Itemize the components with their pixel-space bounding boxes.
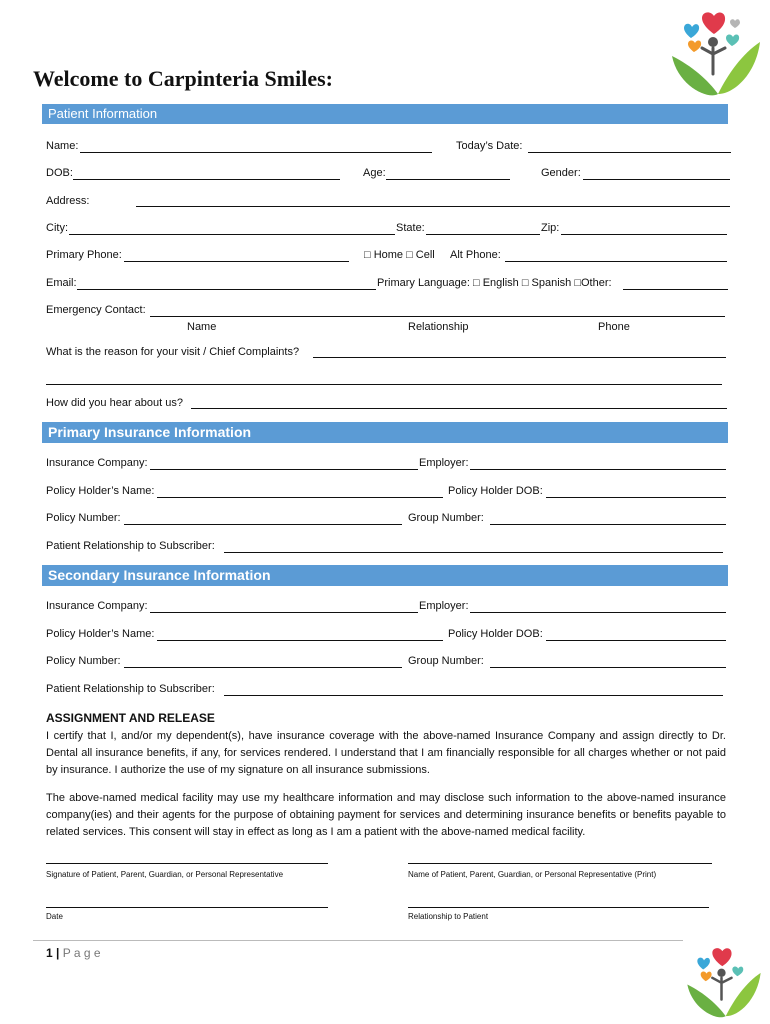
assignment-heading: ASSIGNMENT AND RELEASE bbox=[46, 711, 215, 725]
secondary-policy-number-field[interactable] bbox=[124, 667, 402, 668]
assignment-paragraph-1: I certify that I, and/or my dependent(s), have insurance coverage with the above-named Insurance Company and assign directly to Dr. Dental all insurance benefits, if any, for services rendered. I understand that I am financially responsible for all charges whether or not paid by insurance. I authorize the use of my signature on all insurance submissions. bbox=[46, 730, 726, 776]
name-field[interactable] bbox=[80, 152, 432, 153]
signature-field[interactable] bbox=[46, 863, 328, 864]
primary-group-number-label: Group Number: bbox=[408, 512, 484, 524]
email-field[interactable] bbox=[77, 289, 376, 290]
secondary-relationship-label: Patient Relationship to Subscriber: bbox=[46, 683, 215, 695]
logo-footer-heart-blue bbox=[697, 958, 710, 970]
secondary-insurance-header: Secondary Insurance Information bbox=[42, 565, 728, 586]
dob-field[interactable] bbox=[73, 179, 340, 180]
state-field[interactable] bbox=[426, 234, 540, 235]
secondary-employer-field[interactable] bbox=[470, 612, 726, 613]
emergency-name-caption: Name bbox=[187, 321, 217, 333]
assignment-paragraph-2: The above-named medical facility may use my healthcare information and may disclose such information to the above-named insurance company(ies) and their agents for the purpose of obtaining payment for services and determining insurance benefits or benefits payable to related services. This consent will stay in effect as long as I am a patient with the above-named medical facility. bbox=[46, 792, 726, 838]
primary-language-options[interactable]: Primary Language: □ English □ Spanish □Other: bbox=[377, 277, 612, 289]
reason-label: What is the reason for your visit / Chief Complaints? bbox=[46, 346, 300, 358]
other-language-field[interactable] bbox=[623, 289, 728, 290]
carpinteria-smiles-logo bbox=[668, 8, 764, 98]
logo-footer-heart-orange bbox=[701, 972, 712, 982]
name-label: Name: bbox=[46, 140, 79, 152]
secondary-policy-number-label: Policy Number: bbox=[46, 655, 121, 667]
logo-footer-heart-teal bbox=[732, 967, 743, 977]
secondary-group-number-field[interactable] bbox=[490, 667, 726, 668]
footer-divider bbox=[33, 940, 683, 941]
primary-relationship-label: Patient Relationship to Subscriber: bbox=[46, 540, 215, 552]
secondary-employer-label: Employer: bbox=[419, 600, 469, 612]
carpinteria-smiles-logo-footer bbox=[684, 944, 764, 1020]
emergency-relationship-caption: Relationship bbox=[408, 321, 469, 333]
logo-green-leaf-left bbox=[672, 56, 718, 95]
alt-phone-label: Alt Phone: bbox=[450, 249, 501, 261]
dob-label: DOB: bbox=[46, 167, 73, 179]
logo-footer-figure-head bbox=[717, 969, 725, 977]
emergency-contact-label: Emergency Contact: bbox=[46, 304, 146, 316]
hear-about-us-label: How did you hear about us? bbox=[46, 397, 183, 409]
page-title: Welcome to Carpinteria Smiles: bbox=[33, 66, 333, 91]
reason-field-line-2[interactable] bbox=[46, 384, 722, 385]
primary-employer-label: Employer: bbox=[419, 457, 469, 469]
hear-about-us-field[interactable] bbox=[191, 408, 727, 409]
relationship-to-patient-field[interactable] bbox=[408, 907, 709, 908]
gender-label: Gender: bbox=[541, 167, 581, 179]
emergency-phone-caption: Phone bbox=[598, 321, 630, 333]
primary-relationship-field[interactable] bbox=[224, 552, 723, 553]
primary-employer-field[interactable] bbox=[470, 469, 726, 470]
secondary-group-number-label: Group Number: bbox=[408, 655, 484, 667]
primary-holder-dob-label: Policy Holder DOB: bbox=[448, 485, 543, 497]
signature-caption: Signature of Patient, Parent, Guardian, or Personal Representative bbox=[46, 870, 284, 879]
email-label: Email: bbox=[46, 277, 77, 289]
address-label: Address: bbox=[46, 195, 90, 207]
age-field[interactable] bbox=[386, 179, 510, 180]
logo-heart-red bbox=[702, 12, 725, 34]
primary-policy-holder-label: Policy Holder’s Name: bbox=[46, 485, 155, 497]
page-number-value: 1 bbox=[46, 946, 53, 960]
primary-policy-number-field[interactable] bbox=[124, 524, 402, 525]
todays-date-field[interactable] bbox=[528, 152, 731, 153]
printed-name-field[interactable] bbox=[408, 863, 712, 864]
logo-footer-heart-red bbox=[712, 948, 731, 966]
secondary-holder-dob-label: Policy Holder DOB: bbox=[448, 628, 543, 640]
logo-heart-orange bbox=[688, 40, 701, 52]
secondary-insurance-company-label: Insurance Company: bbox=[46, 600, 148, 612]
logo-heart-gray bbox=[730, 19, 740, 28]
primary-group-number-field[interactable] bbox=[490, 524, 726, 525]
logo-footer-figure-body bbox=[712, 978, 731, 1000]
secondary-insurance-company-field[interactable] bbox=[150, 612, 418, 613]
secondary-policy-holder-label: Policy Holder’s Name: bbox=[46, 628, 155, 640]
alt-phone-field[interactable] bbox=[505, 261, 727, 262]
primary-holder-dob-field[interactable] bbox=[546, 497, 726, 498]
state-label: State: bbox=[396, 222, 425, 234]
page-number bbox=[46, 946, 101, 960]
logo-footer-green-leaf-left bbox=[687, 985, 725, 1018]
secondary-policy-holder-field[interactable] bbox=[157, 640, 443, 641]
primary-insurance-company-label: Insurance Company: bbox=[46, 457, 148, 469]
page-number-separator: | bbox=[56, 946, 60, 960]
address-field[interactable] bbox=[136, 206, 730, 207]
zip-label: Zip: bbox=[541, 222, 560, 234]
phone-type-checkboxes[interactable]: □ Home □ Cell bbox=[364, 249, 435, 261]
todays-date-label: Today’s Date: bbox=[456, 140, 523, 152]
logo-heart-blue bbox=[684, 24, 699, 38]
secondary-relationship-field[interactable] bbox=[224, 695, 723, 696]
logo-figure-body bbox=[702, 48, 725, 74]
gender-field[interactable] bbox=[583, 179, 730, 180]
primary-policy-number-label: Policy Number: bbox=[46, 512, 121, 524]
age-label: Age: bbox=[363, 167, 386, 179]
logo-figure-head bbox=[708, 37, 718, 47]
secondary-holder-dob-field[interactable] bbox=[546, 640, 726, 641]
printed-name-caption: Name of Patient, Parent, Guardian, or Personal Representative (Print) bbox=[408, 870, 657, 879]
primary-policy-holder-field[interactable] bbox=[157, 497, 443, 498]
logo-heart-teal bbox=[726, 34, 739, 46]
patient-information-header: Patient Information bbox=[42, 104, 728, 124]
primary-phone-label: Primary Phone: bbox=[46, 249, 122, 261]
city-field[interactable] bbox=[69, 234, 395, 235]
date-field[interactable] bbox=[46, 907, 328, 908]
zip-field[interactable] bbox=[561, 234, 727, 235]
primary-insurance-header: Primary Insurance Information bbox=[42, 422, 728, 443]
city-label: City: bbox=[46, 222, 68, 234]
primary-insurance-company-field[interactable] bbox=[150, 469, 418, 470]
date-caption: Date bbox=[46, 912, 63, 921]
emergency-contact-field[interactable] bbox=[150, 316, 725, 317]
reason-field[interactable] bbox=[313, 357, 726, 358]
primary-phone-field[interactable] bbox=[124, 261, 349, 262]
relationship-to-patient-caption: Relationship to Patient bbox=[408, 912, 489, 921]
page-number-label: P a g e bbox=[62, 946, 101, 960]
